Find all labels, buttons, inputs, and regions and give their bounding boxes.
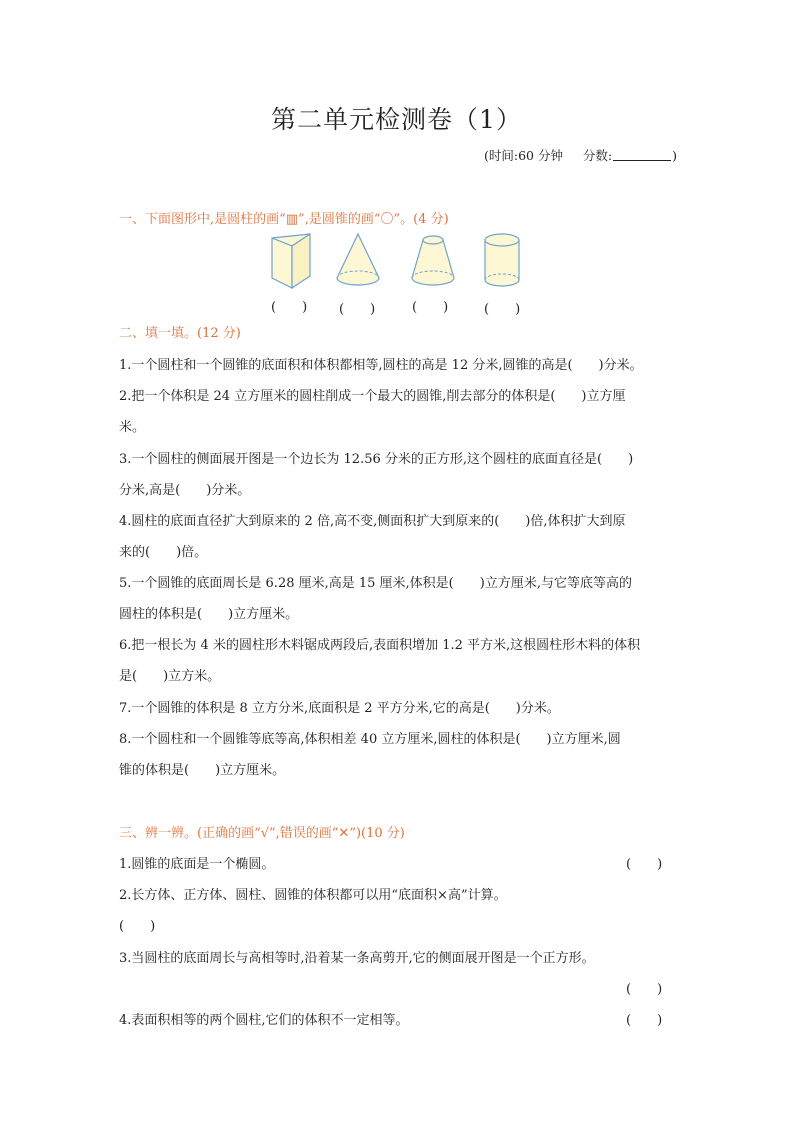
judge-blank-4[interactable]: ( ) [626, 1013, 663, 1028]
section3-heading: 三、辨一辨。(正确的画“√”,错误的画“✕”)(10 分) [119, 826, 405, 841]
fill-line: 2.把一个体积是 24 立方厘米的圆柱削成一个最大的圆锥,削去部分的体积是( )立方厘 [119, 389, 626, 404]
cone-icon [334, 232, 382, 288]
time-label: (时间:60 分钟 [484, 148, 563, 163]
triangular-prism-icon [270, 232, 312, 290]
truncated-cone-icon [409, 232, 457, 290]
answer-blank-3[interactable]: ( ) [412, 300, 449, 315]
answer-blank-4[interactable]: ( ) [484, 302, 521, 317]
fill-line: 7.一个圆锥的体积是 8 立方分米,底面积是 2 平方分米,它的高是( )分米。 [119, 701, 560, 716]
judge-item-4: 4.表面积相等的两个圆柱,它们的体积不一定相等。 [119, 1013, 409, 1028]
answer-blank-1[interactable]: ( ) [271, 300, 308, 315]
section1-heading: 一、下面图形中,是圆柱的画“▥”,是圆锥的画“〇”。(4 分) [119, 212, 449, 227]
judge-item-2: 2.长方体、正方体、圆柱、圆锥的体积都可以用“底面积×高”计算。 [119, 888, 507, 903]
fill-line: 6.把一根长为 4 米的圆柱形木料锯成两段后,表面积增加 1.2 平方米,这根圆柱形木料的体积 [119, 638, 641, 653]
fill-line: 圆柱的体积是( )立方厘米。 [119, 607, 299, 622]
exam-meta [484, 146, 677, 164]
meta-close: ) [672, 148, 677, 163]
score-label: 分数: [582, 148, 613, 163]
judge-blank-1[interactable]: ( ) [626, 857, 663, 872]
judge-item-3: 3.当圆柱的底面周长与高相等时,沿着某一条高剪开,它的侧面展开图是一个正方形。 [119, 951, 595, 966]
score-blank[interactable] [613, 148, 671, 161]
judge-blank-3[interactable]: ( ) [626, 982, 663, 997]
fill-line: 4.圆柱的底面直径扩大到原来的 2 倍,高不变,侧面积扩大到原来的( )倍,体积扩大到原 [119, 514, 626, 529]
judge-blank-2[interactable]: ( ) [119, 919, 156, 934]
section2-heading: 二、填一填。(12 分) [119, 326, 241, 341]
answer-blank-2[interactable]: ( ) [339, 302, 376, 317]
fill-line: 8.一个圆柱和一个圆锥等底等高,体积相差 40 立方厘米,圆柱的体积是( )立方厘米,圆 [119, 732, 621, 747]
page-title: 第二单元检测卷（1） [271, 105, 522, 134]
fill-line: 是( )立方米。 [119, 669, 221, 684]
fill-line: 来的( )倍。 [119, 545, 208, 560]
fill-line: 分米,高是( )分米。 [119, 483, 251, 498]
fill-line: 1.一个圆柱和一个圆锥的底面积和体积都相等,圆柱的高是 12 分米,圆锥的高是( )分米。 [119, 358, 643, 373]
fill-line: 3.一个圆柱的侧面展开图是一个边长为 12.56 分米的正方形,这个圆柱的底面直径是( ) [119, 452, 634, 467]
cylinder-icon [483, 232, 521, 290]
fill-line: 锥的体积是( )立方厘米。 [119, 763, 286, 778]
judge-item-1: 1.圆锥的底面是一个椭圆。 [119, 857, 275, 872]
fill-line: 米。 [119, 420, 146, 435]
fill-line: 5.一个圆锥的底面周长是 6.28 厘米,高是 15 厘米,体积是( )立方厘米,与它等底等高的 [119, 576, 632, 591]
